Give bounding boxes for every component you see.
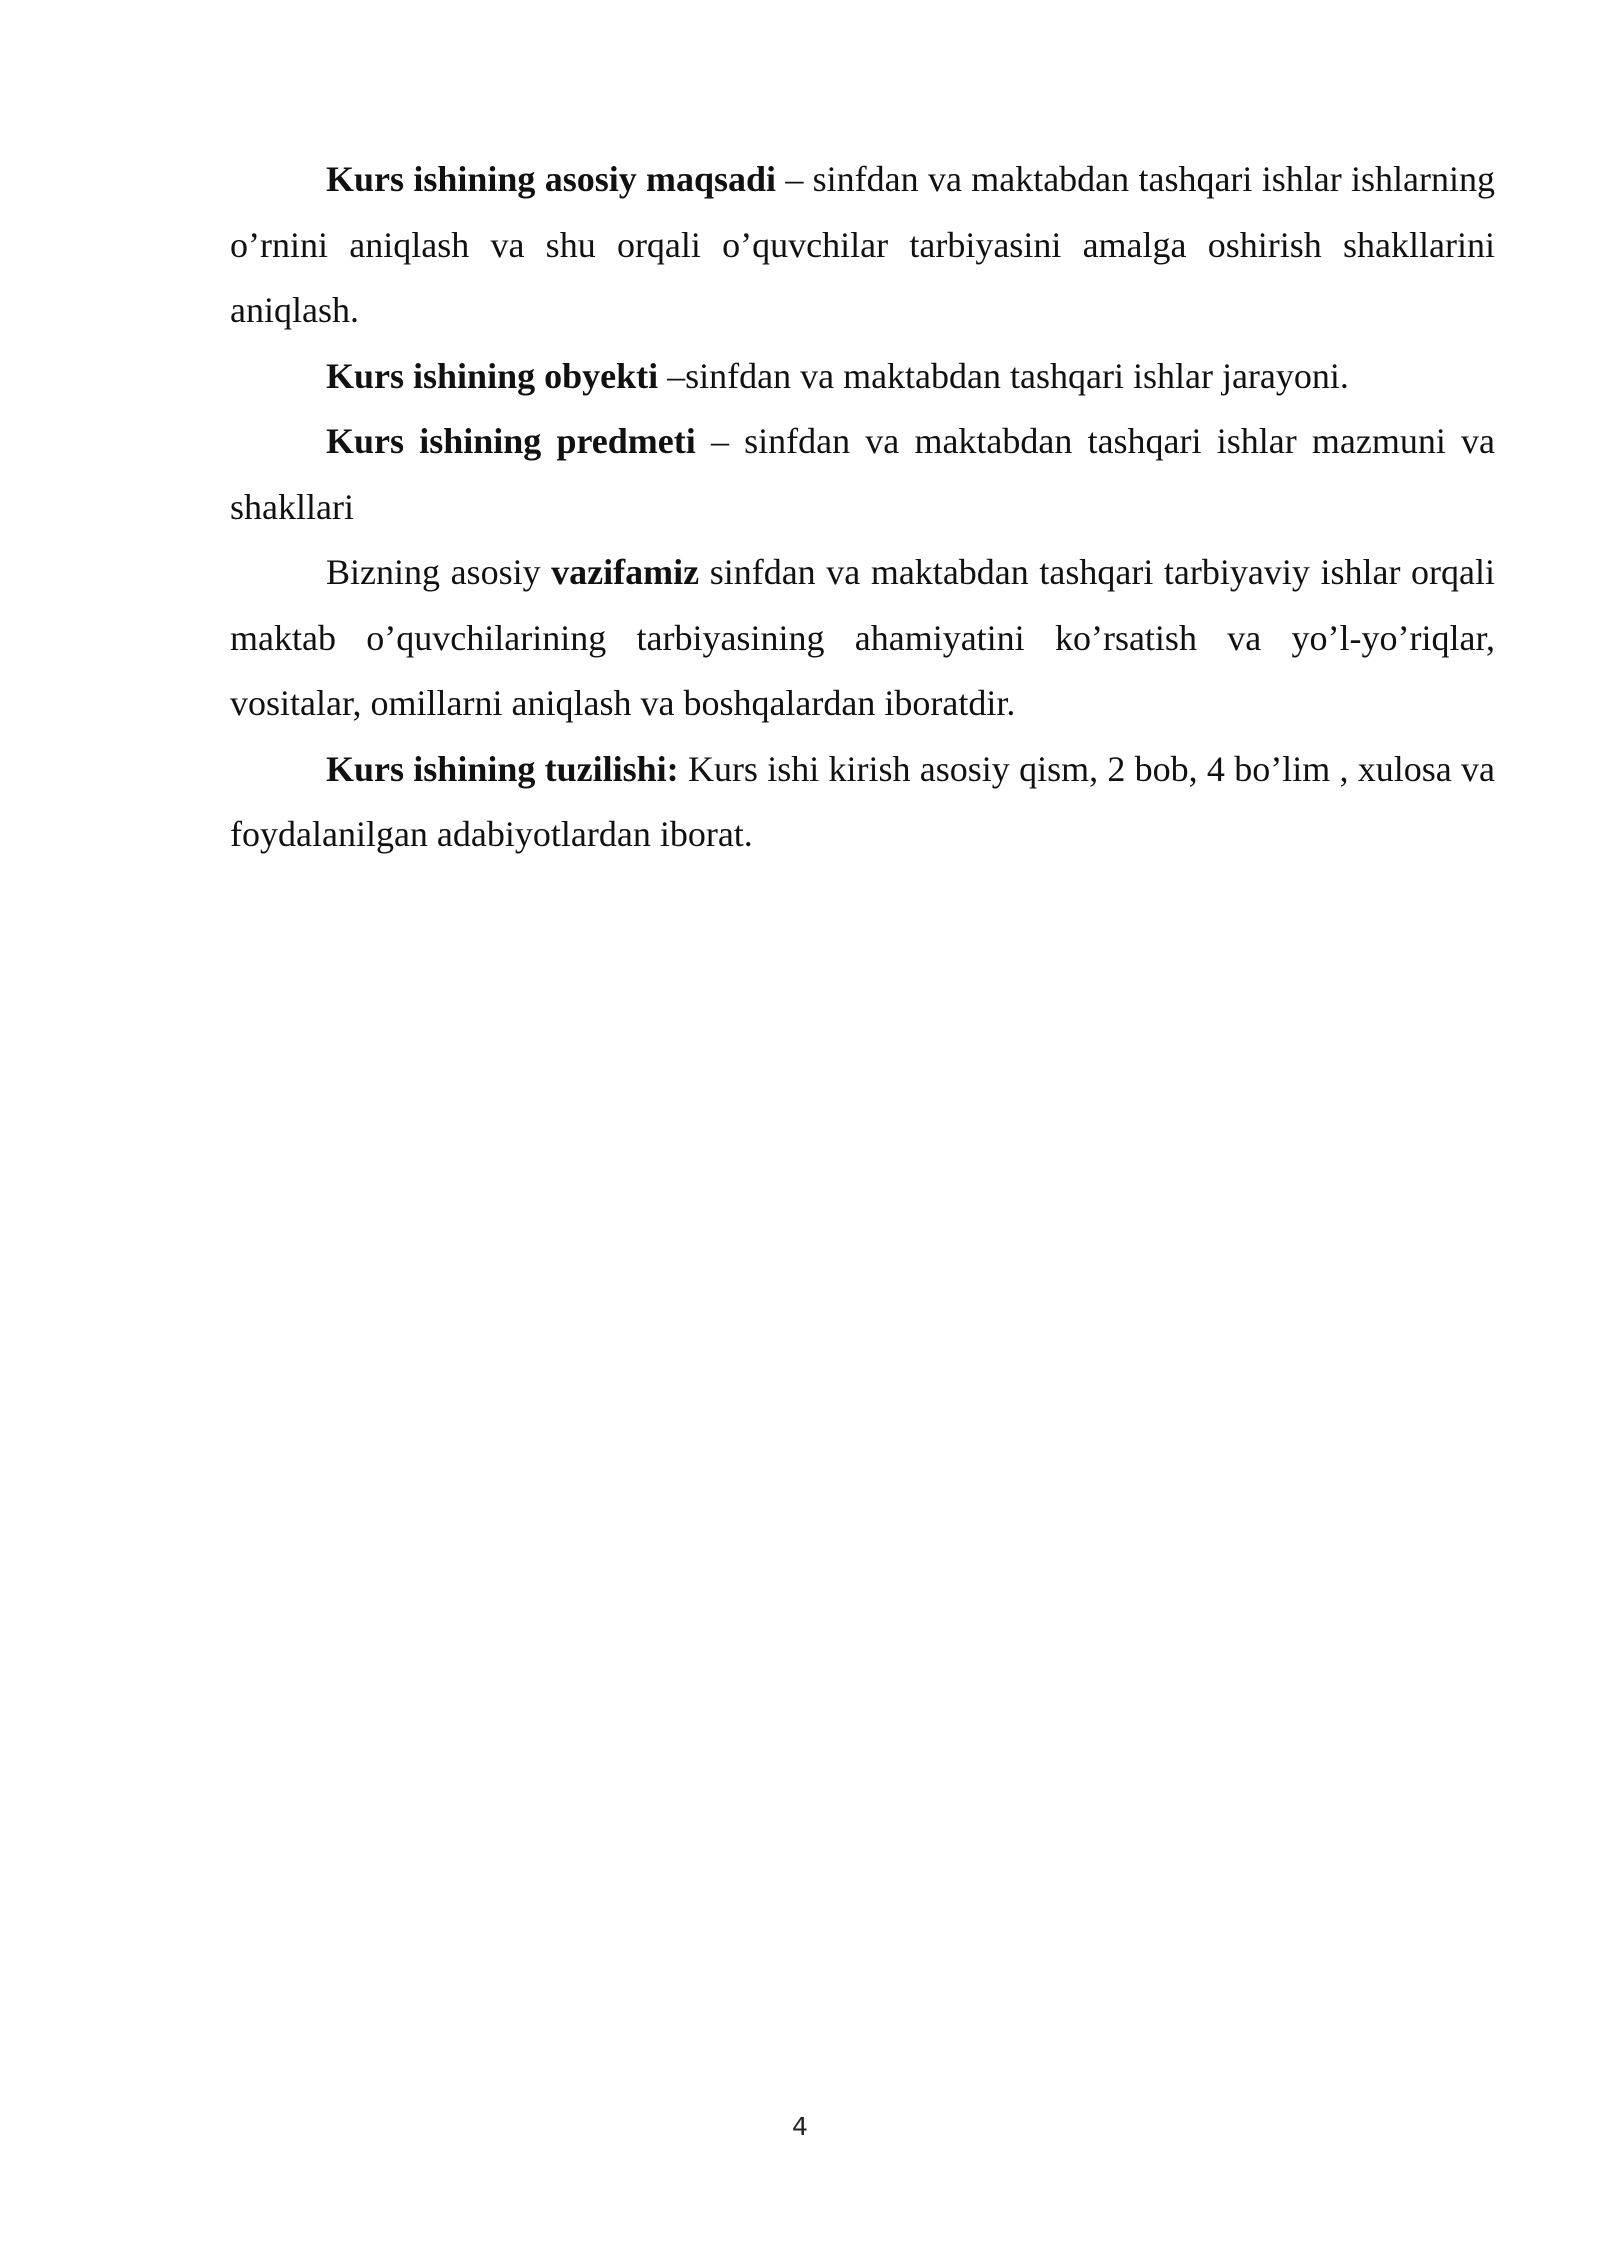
task-text: sinfdan va maktabdan tashqari tarbiyaviy ishlar orqali maktab o’quvchilarining tarbiyasining ahamiyatini ko’rsatish va yo’l-yo’riqlar, vositalar, omillarni aniqlash va boshqalardan iboratdir. xyxy=(230,552,1495,723)
structure-text: Kurs ishi kirish asosiy qism, 2 bob, 4 bo’lim , xulosa va foydalanilgan adabiyotlardan iborat. xyxy=(230,748,1495,854)
task-heading: vazifamiz xyxy=(551,552,700,592)
object-text: –sinfdan va maktabdan tashqari ishlar jarayoni. xyxy=(658,355,1349,396)
paragraph-aim xyxy=(230,147,1495,344)
paragraph-task xyxy=(230,540,1495,737)
object-heading: Kurs ishining obyekti xyxy=(326,355,659,396)
aim-text: – sinfdan va maktabdan tashqari ishlar ishlarning o’rnini aniqlash va shu orqali o’quvchilar tarbiyasini amalga oshirish shakllarini aniqlash. xyxy=(230,159,1495,330)
document-body xyxy=(230,147,1495,868)
structure-heading: Kurs ishining tuzilishi: xyxy=(326,748,679,789)
page-number: 4 xyxy=(792,2112,808,2141)
aim-heading: Kurs ishining asosiy maqsadi xyxy=(326,159,777,199)
paragraph-structure xyxy=(230,737,1495,868)
task-lead-text: Bizning asosiy xyxy=(326,552,552,592)
subject-heading: Kurs ishining predmeti xyxy=(326,421,696,461)
paragraph-subject xyxy=(230,409,1495,540)
subject-text: – sinfdan va maktabdan tashqari ishlar mazmuni va shakllari xyxy=(230,421,1495,527)
paragraph-object xyxy=(230,344,1495,410)
